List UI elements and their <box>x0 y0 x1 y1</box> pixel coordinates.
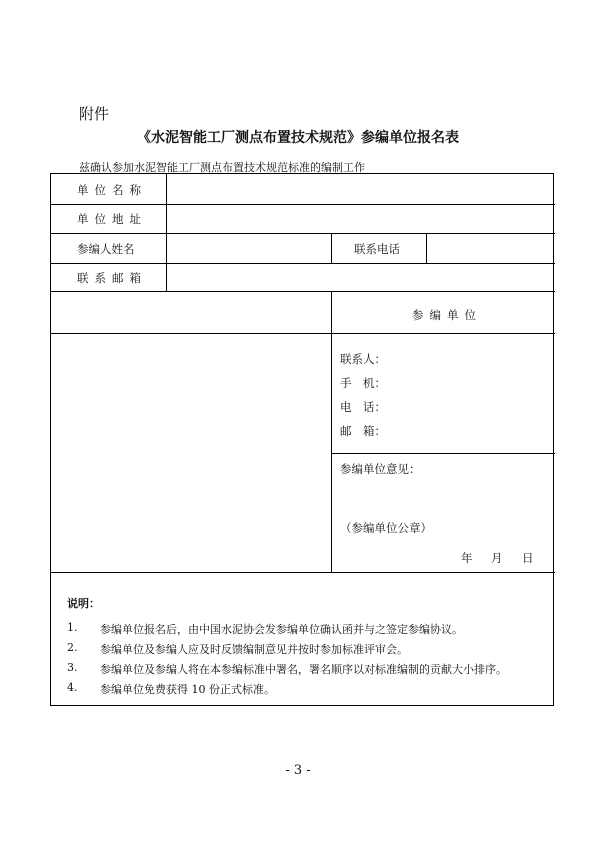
row-divider <box>51 333 555 334</box>
email-field[interactable] <box>167 264 553 291</box>
phone-label: 联系电话 <box>354 242 400 256</box>
attachment-label: 附件 <box>79 105 110 123</box>
email-label: 联系邮箱 <box>77 271 147 285</box>
mobile-label: 手 机： <box>340 376 386 390</box>
note-number: 4. <box>67 681 78 694</box>
page-number: - 3 - <box>285 763 311 778</box>
unit-address-label: 单位地址 <box>77 212 147 226</box>
column-divider <box>331 233 332 263</box>
row-divider <box>51 291 555 292</box>
row-divider <box>51 572 555 573</box>
contact-person-label: 联系人： <box>340 352 386 366</box>
unit-address-field[interactable] <box>167 205 553 233</box>
note-number: 2. <box>67 641 78 654</box>
mailbox-label: 邮 箱： <box>340 424 386 438</box>
column-divider <box>331 291 332 572</box>
note-item: 参编单位报名后，由中国水泥协会发参编单位确认函并与之签定参编协议。 <box>100 623 463 636</box>
form-title: 《水泥智能工厂测点布置技术规范》参编单位报名表 <box>137 130 459 146</box>
participant-name-label: 参编人姓名 <box>77 242 135 256</box>
intro-text: 兹确认参加水泥智能工厂测点布置技术规范标准的编制工作 <box>79 161 365 174</box>
note-item: 参编单位及参编人将在本参编标准中署名，署名顺序以对标准编制的贡献大小排序。 <box>100 663 507 676</box>
participating-unit-heading: 参编单位 <box>412 308 482 322</box>
note-item: 参编单位免费获得 10 份正式标准。 <box>100 683 275 696</box>
date-month: 月 <box>491 551 503 565</box>
participant-name-field[interactable] <box>167 234 330 263</box>
date-year: 年 <box>461 551 473 565</box>
seal-label: （参编单位公章） <box>340 521 432 535</box>
date-day: 日 <box>522 551 534 565</box>
unit-name-label: 单位名称 <box>77 183 147 197</box>
phone-field[interactable] <box>427 234 553 263</box>
note-number: 1. <box>67 621 78 634</box>
note-number: 3. <box>67 661 78 674</box>
unit-name-field[interactable] <box>167 175 553 204</box>
registration-form-table <box>50 173 554 706</box>
row-divider <box>331 453 555 454</box>
opinion-label: 参编单位意见： <box>340 462 421 476</box>
notes-heading: 说明： <box>67 597 100 610</box>
telephone-label: 电 话： <box>340 400 386 414</box>
note-item: 参编单位及参编人应及时反馈编制意见并按时参加标准评审会。 <box>100 643 408 656</box>
